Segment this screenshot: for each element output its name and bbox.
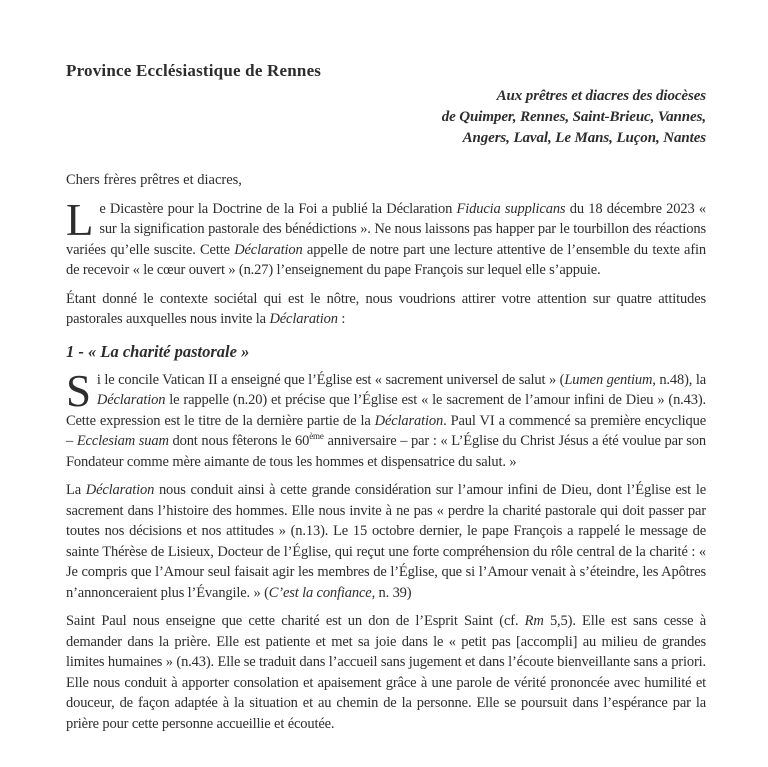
recipients-line-2: de Quimper, Rennes, Saint-Brieuc, Vannes, — [441, 109, 706, 125]
section-heading-charite-pastorale: 1 - « La charité pastorale » — [66, 341, 250, 361]
drop-cap-L: L — [66, 194, 94, 245]
drop-cap-S: S — [66, 365, 91, 416]
recipients-line-1: Aux prêtres et diacres des diocèses — [496, 88, 706, 104]
page-title: Province Ecclésiastique de Rennes — [66, 61, 322, 80]
paragraph-text: e Dicastère pour la Doctrine de la Foi a publié la Déclaration Fiducia supplicans du 18 décembre 2023 « sur la signification pastorale des bénédictions ». Ne nous laissons pas happer par le tourbillon des réactions variées qu’elle suscite. Cette Déclaration appelle de notre part une lecture attentive de l’ensemble du texte afin de recevoir « le cœur ouvert » (n.27) l’enseignement du pape François sur lequel elle s’appuie. — [66, 200, 706, 278]
paragraph-contexte-societal: Étant donné le contexte sociétal qui est le nôtre, nous voudrions attirer votre attention sur quatre attitudes pastorales auxquelles nous invite la Déclaration : — [66, 290, 706, 327]
salutation: Chers frères prêtres et diacres, — [66, 172, 242, 188]
paragraph-text: i le concile Vatican II a enseigné que l’Église est « sacrement universel de salut » (Lumen gentium, n.48), la Déclaration le rappelle (n.20) et précise que l’Église est « le sacrement de l’amour infini de Dieu » (n.43). Cette expression est le titre de la dernière partie de la Déclaration. Paul VI a commencé sa première encyclique – Ecclesiam suam dont nous fêterons le 60ème anniversaire – par : « L’Église du Christ Jésus a été voulue par son Fondateur comme mère aimante de tous les hommes et dispensatrice du salut. » — [66, 371, 706, 470]
recipients-block — [66, 86, 706, 149]
paragraph-vatican-ii — [66, 365, 706, 473]
paragraph-amour-infini: La Déclaration nous conduit ainsi à cette grande considération sur l’amour infini de Dieu, dont l’Église est le sacrement dans l’histoire des hommes. Elle nous invite à ne pas « perdre la charité pastorale qui doit passer par toutes nos décisions et nos attitudes » (n.13). Le 15 octobre dernier, le pape François a rappelé le message de sainte Thérèse de Lisieux, Docteur de l’Église, qui reçut une forte compréhension du rôle central de la charité : « Je compris que l’Amour seul faisait agir les membres de l’Église, que si l’Amour venait à s’éteindre, les Apôtres n’annonceraient plus l’Évangile. » (C’est la confiance, n. 39) — [66, 482, 706, 601]
recipients-line-3: Angers, Laval, Le Mans, Luçon, Nantes — [462, 130, 706, 146]
paragraph-declaration-intro — [66, 194, 706, 281]
paragraph-saint-paul: Saint Paul nous enseigne que cette charité est un don de l’Esprit Saint (cf. Rm 5,5). Elle est sans cesse à demander dans la prière. Elle est patiente et met sa joie dans le « petit pas [accompli] au milieu de grandes limites humaines » (n.43). Elle se traduit dans l’accueil sans jugement et dans l’écoute bienveillante sans a priori. Elle nous conduit à apporter consolation et apaisement grâce à une parole de vérité prononcée avec humilité et douceur, de façon adaptée à la situation et au chemin de la personne. Elle se poursuit dans l’espérance par la prière pour cette personne accueillie et écoutée. — [66, 613, 706, 732]
